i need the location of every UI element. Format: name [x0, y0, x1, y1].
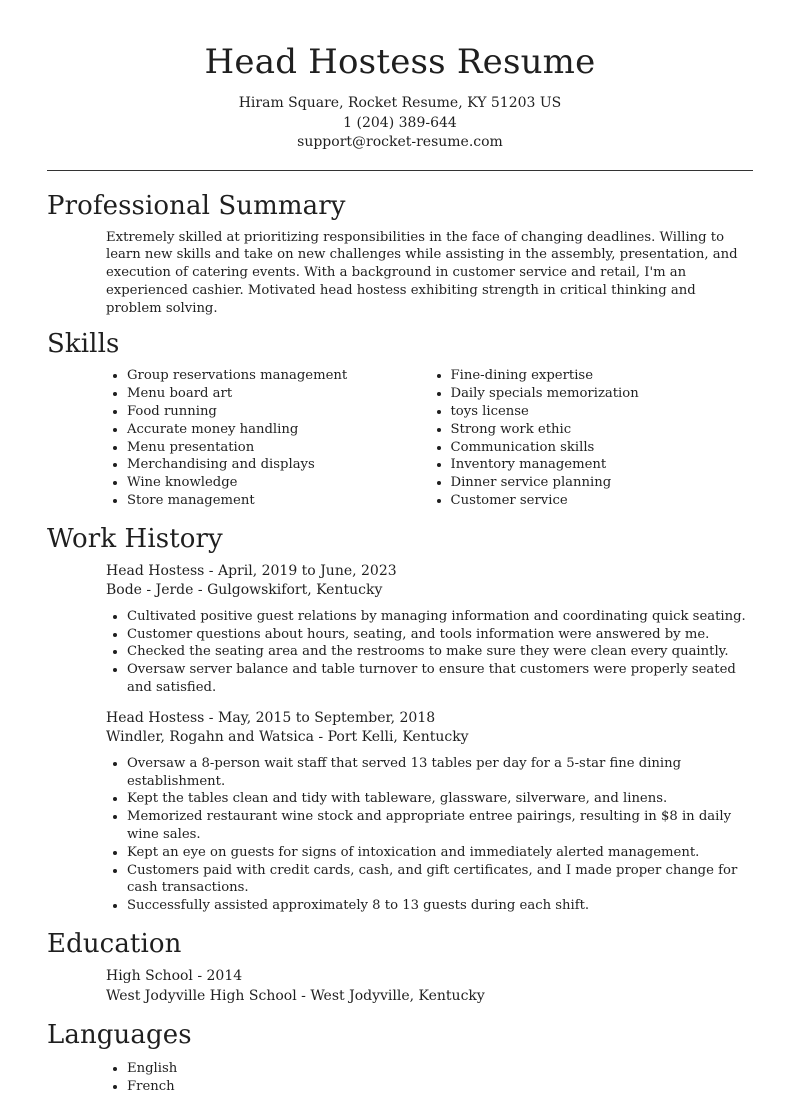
resume-title: Head Hostess Resume — [204, 42, 596, 82]
contact-phone: 1 (204) 389-644 — [343, 114, 457, 131]
skill-item: • Communication skills — [451, 439, 754, 457]
job-bullet: • Kept an eye on guests for signs of intoxication and immediately alerted management. — [127, 844, 753, 862]
job-bullet: • Memorized restaurant wine stock and appropriate entree pairings, resulting in $8 in daily wine sales. — [127, 808, 753, 844]
job-bullet: • Customer questions about hours, seating, and tools information were answered by me. — [127, 626, 753, 644]
skill-item: • Fine-dining expertise — [451, 367, 754, 385]
language-item: • English — [127, 1060, 753, 1078]
job-bullet: • Customers paid with credit cards, cash, and gift certificates, and I made proper change for cash transactions. — [127, 862, 753, 898]
contact-block — [47, 94, 753, 153]
job-bullet: • Kept the tables clean and tidy with tableware, glassware, silverware, and linens. — [127, 790, 753, 808]
languages-list — [106, 1060, 753, 1096]
job-employer-location: Windler, Rogahn and Watsica - Port Kelli, Kentucky — [106, 729, 469, 746]
job-title-dates: Head Hostess - May, 2015 to September, 2018 — [106, 709, 436, 726]
job-title-dates: Head Hostess - April, 2019 to June, 2023 — [106, 562, 397, 579]
job-entry — [106, 562, 753, 697]
skill-item: • Dinner service planning — [451, 474, 754, 492]
skills-section — [47, 329, 753, 509]
section-heading-education: Education — [47, 929, 182, 960]
skill-item: • toys license — [451, 403, 754, 421]
skill-item: • Accurate money handling — [127, 421, 430, 439]
education-degree-year: High School - 2014 — [106, 968, 243, 985]
skill-item: • Group reservations management — [127, 367, 430, 385]
summary-text: Extremely skilled at prioritizing responsibilities in the face of changing deadlines. Willing to learn new skills and take on new challenges while assisting in the assembly, presentation, and execution of catering events. With a background in customer service and retail, I'm an experienced cashier. Motivated head hostess exhibiting strength in critical thinking and problem solving. — [106, 229, 738, 316]
skill-item: • Customer service — [451, 492, 754, 510]
skills-list-right — [430, 367, 754, 509]
job-bullet: • Checked the seating area and the restrooms to make sure they were clean every quaintly. — [127, 643, 753, 661]
header-divider — [47, 170, 753, 171]
job-bullet: • Oversaw a 8-person wait staff that served 13 tables per day for a 5-star fine dining establishment. — [127, 755, 753, 791]
skill-item: • Strong work ethic — [451, 421, 754, 439]
section-heading-work: Work History — [47, 523, 223, 554]
skill-item: • Wine knowledge — [127, 474, 430, 492]
job-bullets — [106, 608, 753, 697]
skill-item: • Store management — [127, 492, 430, 510]
contact-address: Hiram Square, Rocket Resume, KY 51203 US — [238, 95, 562, 111]
job-bullets — [106, 755, 753, 915]
education-entry — [106, 967, 753, 1006]
skill-item: • Food running — [127, 403, 430, 421]
job-entry — [106, 709, 753, 915]
contact-email: support@rocket-resume.com — [297, 134, 503, 150]
section-heading-summary: Professional Summary — [47, 190, 346, 221]
work-history-section — [47, 524, 753, 915]
skill-item: • Inventory management — [451, 456, 754, 474]
job-employer-location: Bode - Jerde - Gulgowskifort, Kentucky — [106, 582, 383, 599]
section-heading-languages: Languages — [47, 1020, 192, 1051]
job-bullet: • Cultivated positive guest relations by managing information and coordinating quick seating. — [127, 608, 753, 626]
skill-item: • Menu board art — [127, 385, 430, 403]
job-bullet: • Successfully assisted approximately 8 to 13 guests during each shift. — [127, 897, 753, 915]
skills-list-left — [106, 367, 430, 509]
skill-item: • Daily specials memorization — [451, 385, 754, 403]
education-school-location: West Jodyville High School - West Jodyville, Kentucky — [106, 987, 485, 1004]
language-item: • French — [127, 1078, 753, 1096]
job-bullet: • Oversaw server balance and table turnover to ensure that customers were properly seated and satisfied. — [127, 661, 753, 697]
skill-item: • Merchandising and displays — [127, 456, 430, 474]
languages-section — [47, 1020, 753, 1096]
education-section — [47, 929, 753, 1006]
skills-grid — [106, 367, 753, 509]
skill-item: • Menu presentation — [127, 439, 430, 457]
professional-summary-section — [47, 191, 753, 318]
section-heading-skills: Skills — [47, 329, 120, 360]
